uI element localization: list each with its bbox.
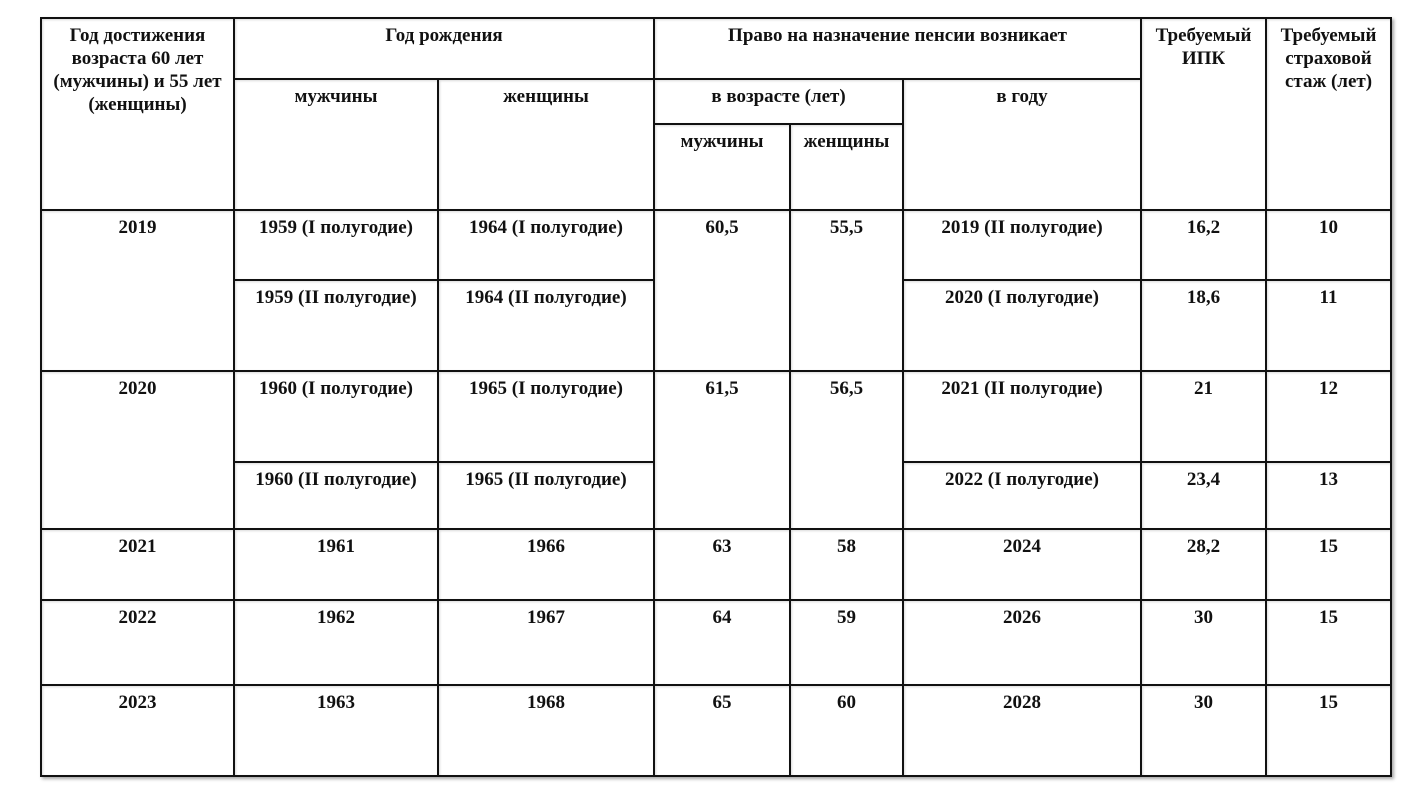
cell-women: 1965 (II полугодие)	[438, 462, 654, 529]
header-men: мужчины	[234, 79, 438, 210]
cell-men: 1959 (I полугодие)	[234, 210, 438, 280]
cell-age-men: 64	[654, 600, 790, 685]
cell-year: 2020	[41, 371, 234, 529]
cell-in-year: 2021 (II полугодие)	[903, 371, 1141, 462]
cell-exp: 13	[1266, 462, 1391, 529]
cell-age-women: 58	[790, 529, 903, 600]
cell-exp: 11	[1266, 280, 1391, 371]
cell-age-women: 59	[790, 600, 903, 685]
table-row	[41, 600, 1391, 685]
header-age-men: мужчины	[654, 124, 790, 210]
cell-in-year: 2020 (I полугодие)	[903, 280, 1141, 371]
cell-year: 2019	[41, 210, 234, 371]
cell-in-year: 2026	[903, 600, 1141, 685]
header-ipk: Требуемый ИПК	[1141, 18, 1266, 210]
cell-men: 1961	[234, 529, 438, 600]
cell-ipk: 23,4	[1141, 462, 1266, 529]
cell-age-men: 65	[654, 685, 790, 776]
pension-table	[40, 17, 1392, 777]
cell-exp: 15	[1266, 600, 1391, 685]
cell-women: 1964 (I полугодие)	[438, 210, 654, 280]
cell-year: 2023	[41, 685, 234, 776]
cell-in-year: 2022 (I полугодие)	[903, 462, 1141, 529]
cell-age-women: 60	[790, 685, 903, 776]
cell-women: 1965 (I полугодие)	[438, 371, 654, 462]
header-in-year: в году	[903, 79, 1141, 210]
cell-year: 2022	[41, 600, 234, 685]
table-row	[41, 685, 1391, 776]
header-at-age: в возрасте (лет)	[654, 79, 903, 124]
header-age-women: женщины	[790, 124, 903, 210]
cell-men: 1960 (II полугодие)	[234, 462, 438, 529]
cell-exp: 12	[1266, 371, 1391, 462]
cell-exp: 10	[1266, 210, 1391, 280]
cell-age-women: 56,5	[790, 371, 903, 529]
cell-women: 1968	[438, 685, 654, 776]
cell-in-year: 2024	[903, 529, 1141, 600]
cell-ipk: 28,2	[1141, 529, 1266, 600]
cell-age-men: 63	[654, 529, 790, 600]
header-birth-year: Год рождения	[234, 18, 654, 79]
cell-ipk: 30	[1141, 600, 1266, 685]
cell-men: 1960 (I полугодие)	[234, 371, 438, 462]
header-experience: Требуемый страховой стаж (лет)	[1266, 18, 1391, 210]
cell-year: 2021	[41, 529, 234, 600]
cell-ipk: 30	[1141, 685, 1266, 776]
cell-exp: 15	[1266, 529, 1391, 600]
cell-in-year: 2019 (II полугодие)	[903, 210, 1141, 280]
cell-ipk: 18,6	[1141, 280, 1266, 371]
cell-in-year: 2028	[903, 685, 1141, 776]
cell-exp: 15	[1266, 685, 1391, 776]
cell-men: 1959 (II полугодие)	[234, 280, 438, 371]
cell-women: 1967	[438, 600, 654, 685]
cell-age-men: 61,5	[654, 371, 790, 529]
cell-men: 1963	[234, 685, 438, 776]
cell-ipk: 16,2	[1141, 210, 1266, 280]
table-row	[41, 210, 1391, 280]
cell-women: 1964 (II полугодие)	[438, 280, 654, 371]
header-year-reached: Год достижения возраста 60 лет (мужчины) и 55 лет (женщины)	[41, 18, 234, 210]
cell-ipk: 21	[1141, 371, 1266, 462]
header-women: женщины	[438, 79, 654, 210]
cell-age-men: 60,5	[654, 210, 790, 371]
cell-women: 1966	[438, 529, 654, 600]
cell-age-women: 55,5	[790, 210, 903, 371]
table-row	[41, 371, 1391, 462]
header-right-arises: Право на назначение пенсии возникает	[654, 18, 1141, 79]
cell-men: 1962	[234, 600, 438, 685]
table-row	[41, 529, 1391, 600]
